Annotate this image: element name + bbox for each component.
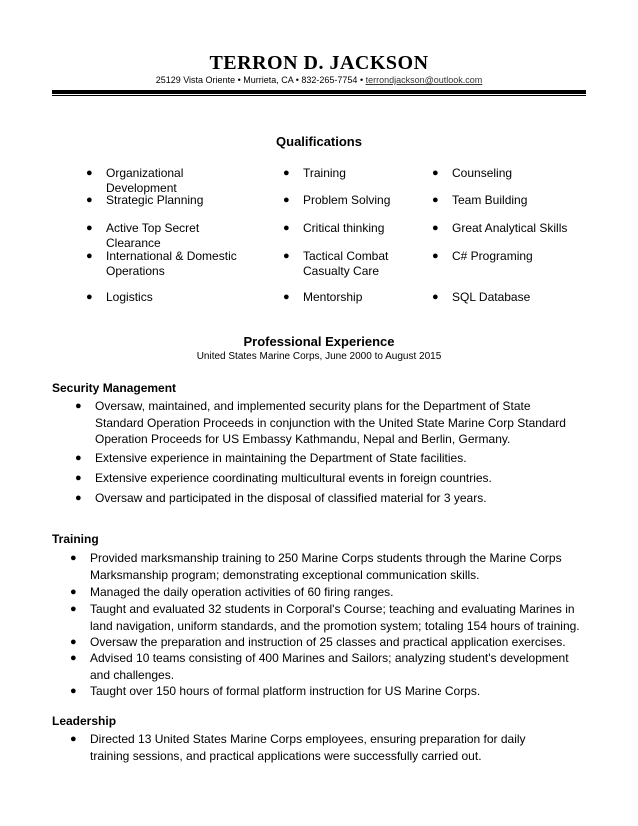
- bullet-icon: ●: [70, 603, 77, 615]
- security-heading: Security Management: [52, 381, 177, 395]
- bullet-icon: ●: [283, 250, 290, 262]
- experience-subtitle: United States Marine Corps, June 2000 to August 2015: [196, 351, 442, 362]
- bullet-icon: ●: [75, 472, 82, 484]
- bullet-icon: ●: [283, 167, 290, 179]
- header-rule-thick: [52, 90, 586, 94]
- bullet-icon: ●: [86, 291, 93, 303]
- header-rule-thin: [52, 95, 586, 96]
- bullet-icon: ●: [70, 733, 77, 745]
- bullet-icon: ●: [432, 194, 439, 206]
- contact-line: [0, 75, 638, 85]
- contact-details: 25129 Vista Oriente • Murrieta, CA • 832-265-7754 •: [155, 75, 366, 85]
- bullet-icon: ●: [70, 552, 77, 564]
- bullet-icon: ●: [86, 222, 93, 234]
- bullet-icon: ●: [432, 222, 439, 234]
- resume-page: TERRON D. JACKSON 25129 Vista Oriente • Murrieta, CA • 832-265-7754 • terrondjackson@outlook.com Qualifications ● Organizational Development ● Training ● Counseling ● Strategic Planning ● Problem Solving ● Team Building ● Active Top Secret Clearance ● Critical thinking ● Great Analytical Skills ● International & Domestic Operations ● Tactical Combat Casualty Care ● C# Programing ● Logistics ● Mentorship ● SQL Database Professional Experience United States Marine Corps, June 2000 to August 2015 Security Management ● Oversaw, maintained, and implemented security plans for the Department of State Standard Operation Proceeds in conjunction with the United State Marine Corp Standard Operation Proceeds for US Embassy Kathmandu, Nepal and Berlin, Germany. ● Extensive experience in maintaining the Department of State facilities. ● Extensive experience coordinating multicultural events in foreign countries. ● Oversaw and participated in the disposal of classified material for 3 years. Training ● Provided marksmanship training to 250 Marine Corps students through the Marine Corps Marksmanship program; demonstrating exceptional communication skills. ● Managed the daily operation activities of 60 firing ranges. ● Taught and evaluated 32 students in Corporal's Course; teaching and evaluating Marines in land navigation, uniform standards, and the promotion system; totaling 154 hours of training. ● Oversaw the preparation and instruction of 25 classes and practical application exercises. ● Advised 10 teams consisting of 400 Marines and Sailors; analyzing student's development and challenges. ● Taught over 150 hours of formal platform instruction for US Marine Corps. Leadership ● Directed 13 United States Marine Corps employees, ensuring preparation for daily training sessions, and practical applications were successfully carried out.: [0, 0, 638, 826]
- bullet-icon: ●: [70, 652, 77, 664]
- bullet-icon: ●: [432, 250, 439, 262]
- experience-title: Professional Experience: [243, 334, 395, 349]
- bullet-icon: ●: [283, 291, 290, 303]
- bullet-icon: ●: [86, 167, 93, 179]
- bullet-icon: ●: [70, 586, 77, 598]
- resume-name: TERRON D. JACKSON: [209, 52, 429, 74]
- bullet-icon: ●: [432, 291, 439, 303]
- bullet-icon: ●: [70, 636, 77, 648]
- bullet-icon: ●: [283, 222, 290, 234]
- qualifications-title: Qualifications: [276, 134, 362, 149]
- email-link[interactable]: terrondjackson@outlook.com: [365, 75, 483, 85]
- leadership-heading: Leadership: [52, 714, 117, 728]
- bullet-icon: ●: [86, 194, 93, 206]
- bullet-icon: ●: [86, 250, 93, 262]
- bullet-icon: ●: [75, 452, 82, 464]
- bullet-icon: ●: [70, 685, 77, 697]
- bullet-icon: ●: [75, 492, 82, 504]
- bullet-icon: ●: [432, 167, 439, 179]
- training-heading: Training: [52, 532, 99, 546]
- bullet-icon: ●: [75, 400, 82, 412]
- bullet-icon: ●: [283, 194, 290, 206]
